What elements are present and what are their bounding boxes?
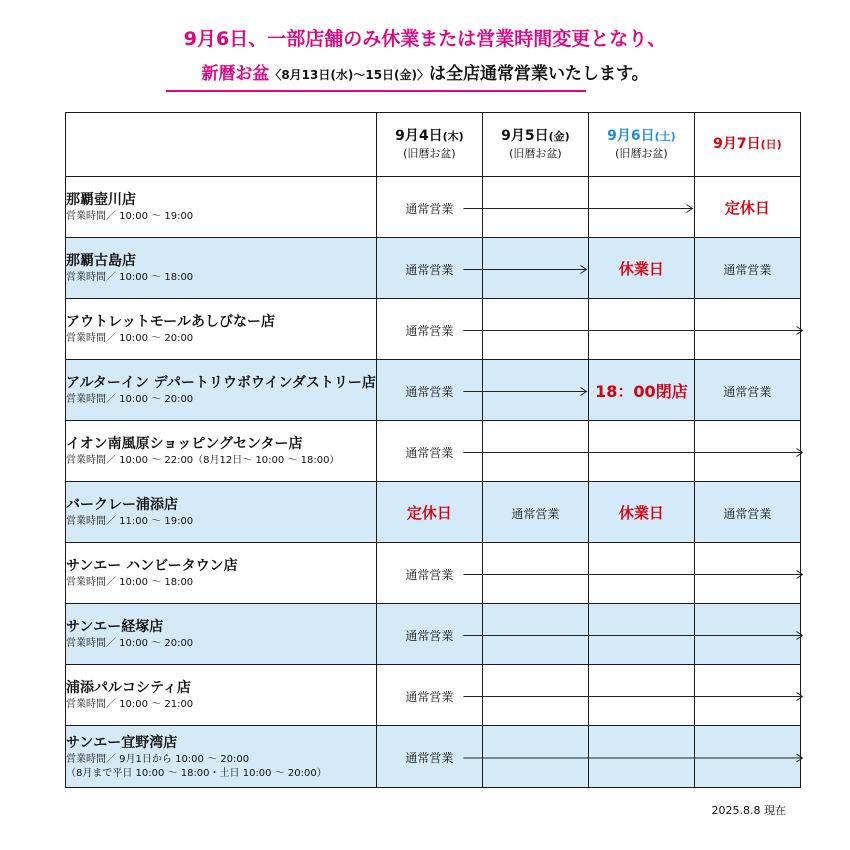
status-cell [694, 726, 800, 788]
day-of-week: (土) [654, 130, 676, 143]
store-hours: 営業時間／ 10:00 〜 18:00 [66, 577, 194, 588]
status-cell [588, 482, 694, 543]
table-row [66, 177, 801, 238]
store-cell [66, 421, 377, 482]
status-open-label: 通常営業 [405, 262, 454, 277]
status-cell [482, 421, 588, 482]
store-name: サンエー ハンビータウン店 [66, 558, 238, 574]
status-cell [694, 665, 800, 726]
status-open-label: 通常営業 [405, 628, 454, 643]
status-cell [376, 299, 482, 360]
day-of-week: (金) [548, 130, 570, 143]
day-header-2 [482, 113, 588, 177]
status-open-label: 通常営業 [405, 384, 454, 399]
status-cell [694, 543, 800, 604]
headline-line-2-suffix: は全店通常営業いたします。 [429, 64, 649, 84]
store-hours: 営業時間／ 10:00 〜 19:00 [66, 211, 194, 222]
status-closed-label: 休業日 [618, 259, 664, 278]
day-of-week: (日) [760, 138, 782, 151]
status-cell [588, 604, 694, 665]
status-cell [482, 299, 588, 360]
status-closed-label: 休業日 [618, 503, 664, 522]
store-cell [66, 543, 377, 604]
status-cell [376, 482, 482, 543]
store-name: サンエー経塚店 [66, 619, 164, 635]
day-header-3 [588, 113, 694, 177]
status-cell [588, 238, 694, 299]
store-hours: 営業時間／ 10:00 〜 18:00 [66, 272, 194, 283]
status-open-label: 通常営業 [723, 262, 772, 277]
store-name: 那覇壺川店 [66, 192, 136, 208]
store-name: アウトレットモールあしびなー店 [66, 314, 276, 330]
business-hours-table [65, 112, 801, 788]
status-cell [376, 238, 482, 299]
store-hours-note: （8月まで平日 10:00 〜 18:00・土日 10:00 〜 20:00） [66, 767, 327, 779]
status-cell [694, 177, 800, 238]
store-cell [66, 726, 377, 788]
store-cell [66, 482, 377, 543]
status-open-label: 通常営業 [405, 689, 454, 704]
status-cell [588, 299, 694, 360]
status-cell [588, 360, 694, 421]
new-calendar-obon-label: 新暦お盆 [201, 64, 270, 84]
day-date [589, 127, 694, 146]
day-subtitle: (旧暦お盆) [615, 147, 668, 160]
store-cell [66, 299, 377, 360]
as-of-date: 2025.8.8 現在 [711, 804, 786, 817]
day-date-text: 9月5日 [501, 128, 549, 144]
table-row [66, 421, 801, 482]
day-of-week: (木) [442, 130, 464, 143]
day-date-text: 9月7日 [713, 136, 761, 152]
status-cell [694, 482, 800, 543]
status-cell [588, 726, 694, 788]
status-open-label: 通常営業 [405, 323, 454, 338]
status-cell [694, 360, 800, 421]
table-row [66, 482, 801, 543]
store-hours: 営業時間／ 11:00 〜 19:00 [66, 516, 194, 527]
table-row [66, 604, 801, 665]
status-open-label: 通常営業 [405, 445, 454, 460]
status-open-label: 通常営業 [405, 201, 454, 216]
status-cell [694, 299, 800, 360]
store-hours: 営業時間／ 10:00 〜 20:00 [66, 333, 194, 344]
day-subtitle: (旧暦お盆) [509, 147, 562, 160]
status-cell [482, 360, 588, 421]
status-cell [376, 604, 482, 665]
status-open-label: 通常営業 [723, 506, 772, 521]
status-closed-label: 18：00閉店 [595, 381, 688, 401]
status-open-label: 通常営業 [723, 384, 772, 399]
status-cell [588, 665, 694, 726]
status-cell [588, 177, 694, 238]
status-cell [376, 421, 482, 482]
day-date [695, 135, 800, 154]
status-cell [376, 360, 482, 421]
store-cell [66, 238, 377, 299]
status-cell [376, 543, 482, 604]
status-open-label: 通常営業 [405, 567, 454, 582]
status-cell [588, 421, 694, 482]
store-name: バークレー浦添店 [66, 497, 178, 513]
table-row [66, 543, 801, 604]
status-cell [376, 726, 482, 788]
table-row [66, 238, 801, 299]
day-date-text: 9月6日 [607, 128, 655, 144]
status-cell [694, 421, 800, 482]
store-hours: 営業時間／ 10:00 〜 20:00 [66, 638, 194, 649]
status-open-label: 通常営業 [405, 751, 454, 765]
store-name: サンエー宜野湾店 [66, 734, 178, 751]
store-hours: 営業時間／ 10:00 〜 21:00 [66, 699, 194, 710]
status-cell [482, 543, 588, 604]
store-hours: 営業時間／ 9月1日から 10:00 〜 20:00 [66, 753, 250, 765]
store-name: アルターイン デパートリウボウインダストリー店 [66, 375, 376, 391]
headline-line-1: 9月6日、一部店舗のみ休業または営業時間変更となり、 [183, 28, 667, 50]
headline-underline [166, 90, 586, 92]
status-open-label: 通常営業 [511, 506, 560, 521]
status-cell [482, 726, 588, 788]
table-row [66, 299, 801, 360]
headline-line-2 [0, 59, 850, 84]
day-header-4 [694, 113, 800, 177]
table-row [66, 665, 801, 726]
store-cell [66, 604, 377, 665]
status-cell [376, 665, 482, 726]
store-hours: 営業時間／ 10:00 〜 20:00 [66, 394, 194, 405]
day-date [483, 127, 588, 146]
store-name: イオン南風原ショッピングセンター店 [66, 436, 303, 452]
status-cell [376, 177, 482, 238]
day-subtitle: (旧暦お盆) [403, 147, 456, 160]
obon-date-range: 〈8月13日(水)〜15日(金)〉 [269, 68, 430, 82]
status-cell [694, 604, 800, 665]
status-cell [482, 604, 588, 665]
day-date [377, 127, 482, 146]
store-cell [66, 360, 377, 421]
status-closed-label: 定休日 [724, 198, 770, 217]
status-closed-label: 定休日 [406, 503, 452, 522]
header-corner-cell [66, 113, 377, 177]
store-cell [66, 177, 377, 238]
store-name: 浦添パルコシティ店 [66, 680, 191, 696]
table-row [66, 726, 801, 788]
day-header-1 [376, 113, 482, 177]
status-cell [588, 543, 694, 604]
status-cell [694, 238, 800, 299]
day-date-text: 9月4日 [395, 128, 443, 144]
store-hours: 営業時間／ 10:00 〜 22:00（8月12日〜 10:00 〜 18:00） [66, 455, 340, 466]
table-row [66, 360, 801, 421]
table-header-row [66, 113, 801, 177]
store-name: 那覇古島店 [66, 253, 136, 269]
status-cell [482, 482, 588, 543]
status-cell [482, 238, 588, 299]
store-cell [66, 665, 377, 726]
status-cell [482, 177, 588, 238]
status-cell [482, 665, 588, 726]
